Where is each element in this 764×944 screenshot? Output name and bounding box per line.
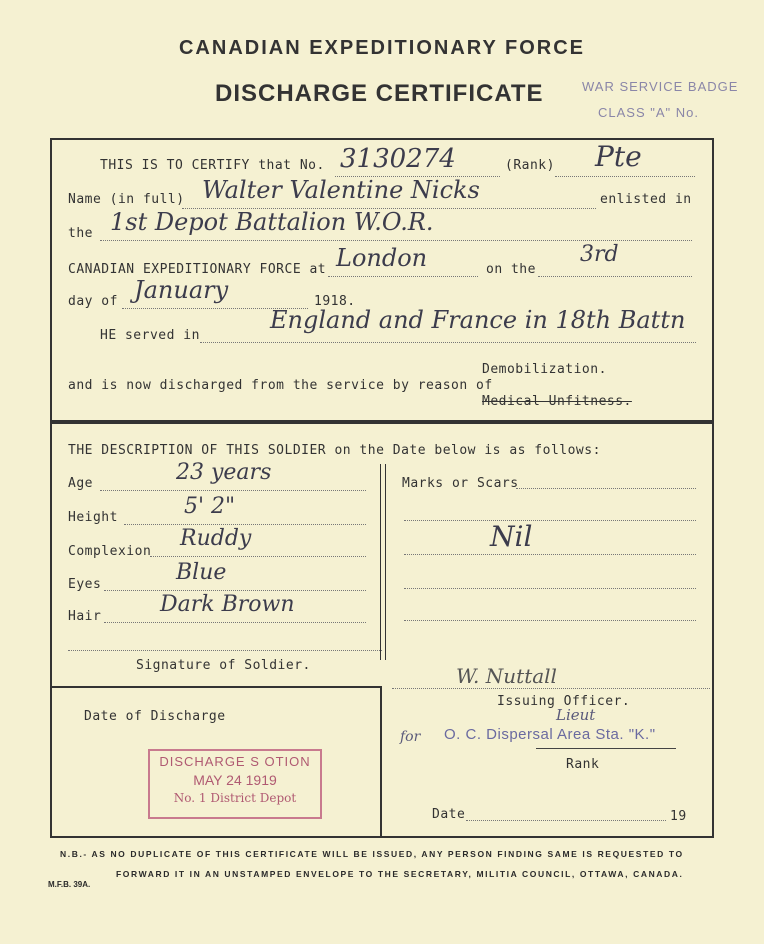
marks-line-1 [516,466,696,489]
stamp-line-3: No. 1 District Depot [173,791,297,805]
badge-line-1: WAR SERVICE BADGE [582,79,739,94]
place-field [328,244,478,277]
eyes-value: Blue [176,560,227,585]
height-field [124,494,366,525]
on-the-label: on the [486,262,536,277]
year-value: 1918. [314,294,356,309]
height-label: Height [68,510,118,525]
service-number-field [335,144,500,177]
marks-line-3 [404,520,696,555]
marks-value: Nil [490,520,533,553]
signature-label: Signature of Soldier. [136,658,311,673]
date-label-bottom: Date [432,807,466,822]
day-value: 3rd [580,242,619,267]
complexion-label: Complexion [68,544,152,559]
nb-notice [60,844,720,884]
reason-prefix: and is now discharged from the service by reason of [68,378,493,393]
badge-stamp [582,74,738,126]
force-title: CANADIAN EXPEDITIONARY FORCE [178,37,586,59]
form-code: M.F.B. 39A. [48,880,91,889]
oc-stamp: O. C. Dispersal Area Sta. "K." [444,726,656,743]
the-label: the [68,226,93,241]
rank-label-bottom: Rank [566,757,600,772]
reason-medical-struck: Medical Unfitness. [482,394,632,409]
age-label: Age [68,476,93,491]
certify-intro: THIS IS TO CERTIFY that No. [100,158,325,173]
service-number: 3130274 [340,144,456,174]
rank-line [536,748,676,749]
unit-field [100,208,692,241]
marks-line-2 [404,498,696,521]
hair-value: Dark Brown [160,592,295,617]
day-of-label: day of [68,294,118,309]
name-label: Name (in full) [68,192,185,207]
age-field [100,460,366,491]
marks-label: Marks or Scars [402,476,519,491]
served-value: England and France in 18th Battn [270,306,686,334]
discharge-stamp [148,749,322,819]
officer-signature: W. Nuttall [456,664,557,688]
age-value: 23 years [176,460,272,485]
complexion-value: Ruddy [180,526,252,551]
eyes-label: Eyes [68,577,102,592]
hair-field [104,592,366,623]
rank-field [555,140,695,177]
badge-line-2: CLASS "A" No. [598,105,699,120]
month-value: January [134,276,229,304]
served-field [200,306,696,343]
description-heading: THE DESCRIPTION OF THIS SOLDIER on the Date below is as follows: [68,443,601,458]
name-field [182,176,596,209]
issuing-officer-label: Issuing Officer. [497,694,631,709]
hair-label: Hair [68,609,102,624]
nb-line-2: FORWARD IT IN AN UNSTAMPED ENVELOPE TO THE SECRETARY, MILITIA COUNCIL, OTTAWA, CANADA. [116,869,684,879]
enlisted-label: enlisted in [600,192,692,207]
place-value: London [336,244,428,272]
officer-signature-line [392,664,710,689]
eyes-field [104,560,366,591]
marks-line-4 [404,566,696,589]
date-year-prefix: 19 [670,809,687,824]
day-field [538,242,692,277]
certificate-title: DISCHARGE CERTIFICATE [215,80,544,107]
served-label: HE served in [100,328,200,343]
stamp-line-2: MAY 24 1919 [193,772,277,788]
month-field [122,276,308,309]
height-value: 5' 2" [184,494,236,519]
date-line-bottom [466,806,666,821]
for-note: for [400,729,421,745]
soldier-name: Walter Valentine Nicks [202,176,480,204]
date-of-discharge-label: Date of Discharge [84,709,226,724]
signature-line [68,632,382,651]
stamp-line-1: DISCHARGE S OTION [159,754,311,769]
nb-line-1: N.B.- AS NO DUPLICATE OF THIS CERTIFICATE WILL BE ISSUED, ANY PERSON FINDING SAME IS REQUESTED TO [60,849,684,859]
reason-demobilization: Demobilization. [482,362,607,377]
complexion-field [150,526,366,557]
column-divider [380,464,386,660]
lieut-note: Lieut [556,706,596,724]
marks-line-5 [404,598,696,621]
rank-label: (Rank) [505,158,555,173]
unit-value: 1st Depot Battalion W.O.R. [110,208,434,236]
force-label: CANADIAN EXPEDITIONARY FORCE at [68,262,327,277]
rank-value: Pte [595,140,642,173]
